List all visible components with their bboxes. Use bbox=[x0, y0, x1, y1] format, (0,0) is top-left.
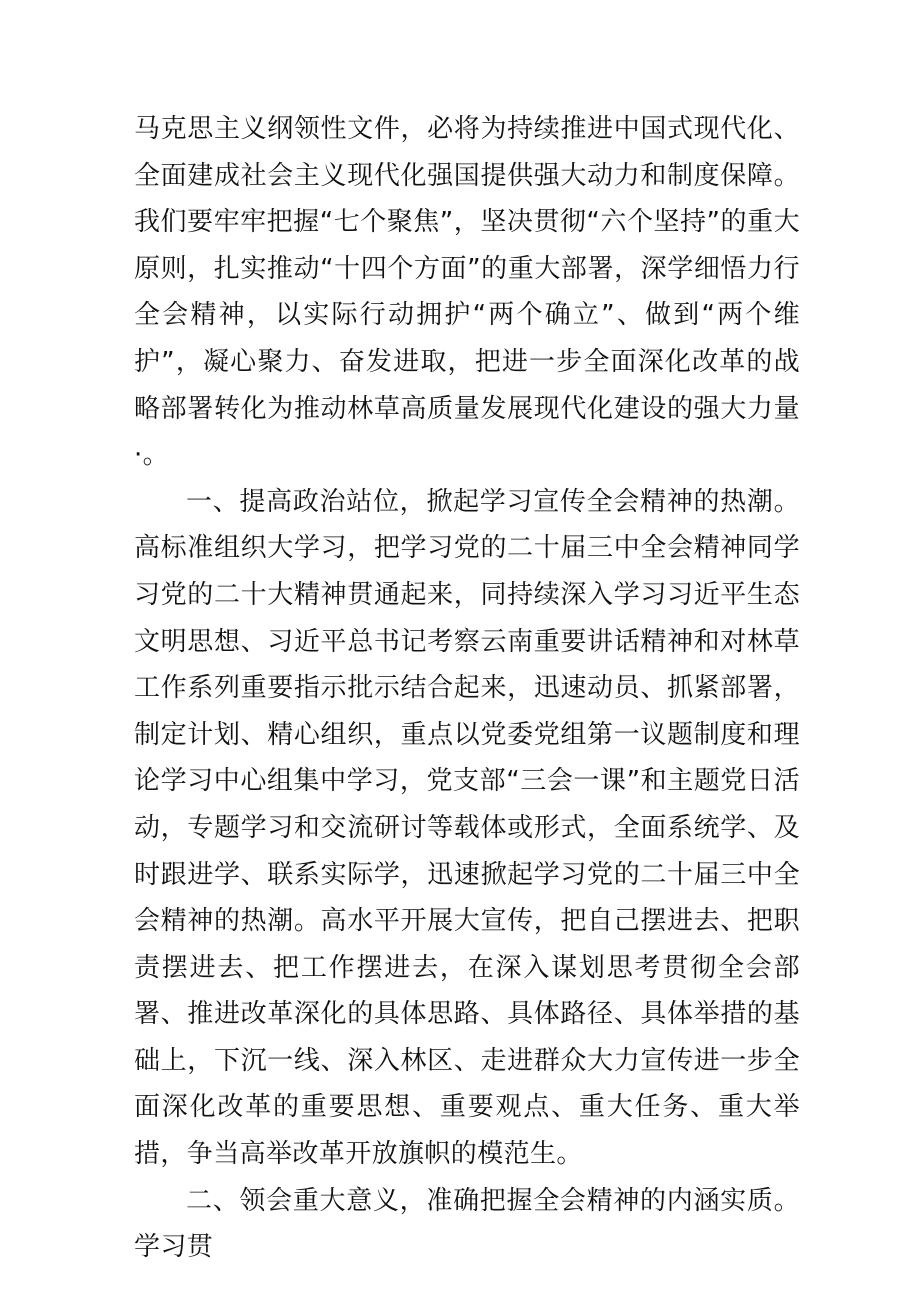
document-body bbox=[134, 106, 800, 1271]
paragraph-section-two: 二、领会重大意义，准确把握全会精神的内涵实质。学习贯 bbox=[134, 1185, 800, 1263]
paragraph-intro: 马克思主义纲领性文件，必将为持续推进中国式现代化、全面建成社会主义现代化强国提供强大动力和制度保障。我们要牢牢把握“七个聚焦”，坚决贯彻“六个坚持”的重大原则，扎实推动“十四个方面”的重大部署，深学细悟力行全会精神，以实际行动拥护“两个确立”、做到“两个维护”，凝心聚力、奋发进取，把进一步全面深化改革的战略部署转化为推动林草高质量发展现代化建设的强大力量·。 bbox=[134, 114, 800, 471]
paragraph-section-one: 一、提高政治站位，掀起学习宣传全会精神的热潮。高标准组织大学习，把学习党的二十届三中全会精神同学习党的二十大精神贯通起来，同持续深入学习习近平生态文明思想、习近平总书记考察云南重要讲话精神和对林草工作系列重要指示批示结合起来，迅速动员、抓紧部署，制定计划、精心组织，重点以党委党组第一议题制度和理论学习中心组集中学习，党支部“三会一课”和主题党日活动，专题学习和交流研讨等载体或形式，全面系统学、及时跟进学、联系实际学，迅速掀起学习党的二十届三中全会精神的热潮。高水平开展大宣传，把自己摆进去、把职责摆进去、把工作摆进去，在深入谋划思考贯彻全会部署、推进改革深化的具体思路、具体路径、具体举措的基础上，下沉一线、深入林区、走进群众大力宣传进一步全面深化改革的重要思想、重要观点、重大任务、重大举措，争当高举改革开放旗帜的模范生。 bbox=[134, 486, 800, 1170]
